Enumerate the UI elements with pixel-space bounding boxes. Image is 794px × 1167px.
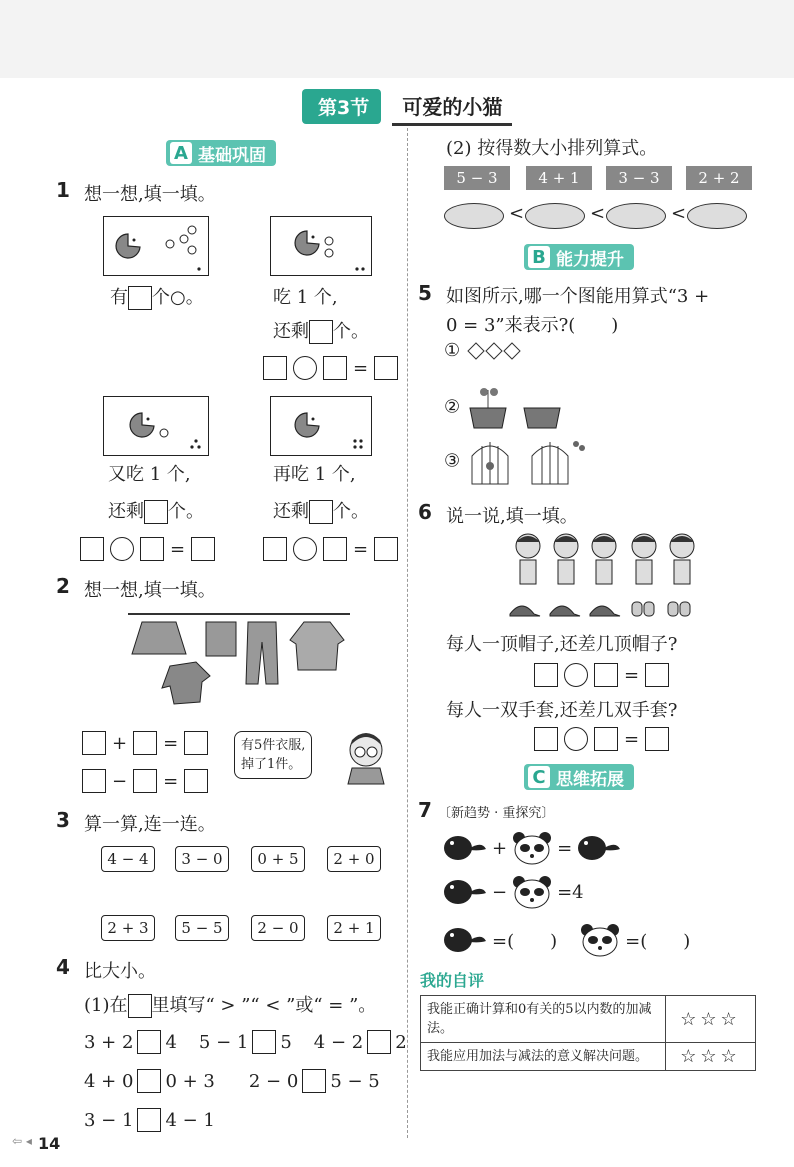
- q1-p4-equation: =: [263, 537, 398, 561]
- children-picture: [510, 530, 700, 592]
- star-rating[interactable]: ☆☆☆: [666, 1043, 756, 1071]
- expr-card[interactable]: 4 − 4: [101, 846, 155, 872]
- q1-p4-line2: 还剩 个。: [273, 501, 369, 522]
- q7-row1: + =: [442, 830, 622, 866]
- section-c-header: C 思维拓展: [524, 764, 634, 790]
- panda-icon: [511, 874, 553, 910]
- q6-gloves-equation: =: [534, 727, 669, 751]
- panda-icon: [511, 830, 553, 866]
- q1-p2-equation: =: [263, 356, 398, 380]
- q3-number: 3: [56, 808, 70, 832]
- q6-hats-equation: =: [534, 663, 669, 687]
- sort-card[interactable]: 2 + 2: [686, 166, 752, 190]
- q7-row2: − =4: [442, 874, 584, 910]
- q5-line2: 0 = 3”来表示?( ): [446, 315, 619, 336]
- q1-p4-line1: 再吃 1 个,: [273, 464, 356, 485]
- q6-gloves-question: 每人一双手套,还差几双手套?: [446, 700, 678, 721]
- q4-number: 4: [56, 955, 70, 979]
- q1-p1-text: 有 个○。: [110, 287, 204, 308]
- star-rating[interactable]: ☆☆☆: [666, 996, 756, 1043]
- q6-hats-question: 每人一顶帽子,还差几顶帽子?: [446, 634, 678, 655]
- q1-p3-line2: 还剩 个。: [108, 501, 204, 522]
- q7-tag: 〔新趋势 · 重探究〕: [438, 806, 555, 821]
- q5-line1: 如图所示,哪一个图能用算式“3 +: [446, 286, 710, 307]
- answer-oval[interactable]: [444, 203, 504, 229]
- q4-sub2: (2) 按得数大小排列算式。: [446, 138, 658, 159]
- self-eval-table: [420, 995, 756, 1071]
- q6-number: 6: [418, 500, 432, 524]
- tadpole-icon: [442, 925, 488, 955]
- kites-icon: [466, 341, 528, 361]
- eval-text: 我能正确计算和0有关的5以内数的加减法。: [421, 996, 666, 1043]
- q2-equation-sub: − =: [82, 769, 208, 793]
- cat-picture-4: [270, 396, 372, 456]
- sort-card[interactable]: 4 + 1: [526, 166, 592, 190]
- q6-title: 说一说,填一填。: [446, 506, 578, 527]
- clothesline-picture: [124, 604, 354, 708]
- expr-card[interactable]: 0 + 5: [251, 846, 305, 872]
- answer-box[interactable]: [128, 286, 152, 310]
- q2-equation-add: + =: [82, 731, 208, 755]
- page-title: [302, 88, 512, 122]
- q5-option3[interactable]: ③: [444, 436, 586, 486]
- hats-gloves-picture: [508, 596, 704, 620]
- page-arrow-icon: ⇦ ◂: [12, 1134, 32, 1148]
- sort-card[interactable]: 5 − 3: [444, 166, 510, 190]
- q1-number: 1: [56, 178, 70, 202]
- q7-row3: =( ) =( ): [442, 922, 690, 958]
- q4-row2: 4 + 0 0 + 3 2 − 0 5 − 5: [84, 1070, 380, 1092]
- expr-card[interactable]: 2 + 3: [101, 915, 155, 941]
- cat-picture-3: [103, 396, 209, 456]
- section-a-header: A 基础巩固: [166, 140, 276, 166]
- boy-icon: [336, 726, 396, 786]
- expr-card[interactable]: 2 + 0: [327, 846, 381, 872]
- q1-p2-line1: 吃 1 个,: [273, 287, 338, 308]
- q5-number: 5: [418, 281, 432, 305]
- section-badge: 第3节: [302, 89, 381, 124]
- speech-bubble: 有5件衣服, 掉了1件。: [234, 731, 312, 779]
- section-title: 可爱的小猫: [392, 88, 512, 126]
- q2-number: 2: [56, 574, 70, 598]
- q5-option1[interactable]: ①: [444, 340, 528, 361]
- answer-box[interactable]: [309, 320, 333, 344]
- table-row: [421, 1043, 756, 1071]
- answer-oval[interactable]: [687, 203, 747, 229]
- expr-card[interactable]: 2 − 0: [251, 915, 305, 941]
- q3-title: 算一算,连一连。: [84, 814, 216, 835]
- column-divider: [407, 128, 408, 1138]
- q4-sub1: (1)在 里填写“ > ”“ < ”或“ = ”。: [84, 995, 377, 1016]
- q4-title: 比大小。: [84, 961, 156, 982]
- answer-oval[interactable]: [606, 203, 666, 229]
- answer-oval[interactable]: [525, 203, 585, 229]
- q4-row1: 3 + 2 4 5 − 1 5 4 − 2 2: [84, 1031, 407, 1053]
- cat-picture-1: [103, 216, 209, 276]
- tadpole-icon: [576, 833, 622, 863]
- q4-row3: 3 − 1 4 − 1: [84, 1109, 215, 1131]
- expr-card[interactable]: 2 + 1: [327, 915, 381, 941]
- panda-icon: [579, 922, 621, 958]
- q1-p3-equation: =: [80, 537, 215, 561]
- answer-box[interactable]: [144, 500, 168, 524]
- birdcages-icon: [466, 436, 586, 486]
- answer-box[interactable]: [309, 500, 333, 524]
- q7-number: 7: [418, 798, 432, 822]
- self-eval-title: 我的自评: [420, 971, 485, 990]
- q1-title: 想一想,填一填。: [84, 184, 216, 205]
- sort-card[interactable]: 3 − 3: [606, 166, 672, 190]
- eval-text: 我能应用加法与减法的意义解决问题。: [421, 1043, 666, 1071]
- table-row: [421, 996, 756, 1043]
- expr-card[interactable]: 3 − 0: [175, 846, 229, 872]
- tadpole-icon: [442, 833, 488, 863]
- q2-title: 想一想,填一填。: [84, 580, 216, 601]
- flower-pots-icon: [466, 384, 566, 430]
- tadpole-icon: [442, 877, 488, 907]
- q1-p2-line2: 还剩 个。: [273, 321, 369, 342]
- q5-option2[interactable]: ②: [444, 384, 566, 430]
- cat-picture-2: [270, 216, 372, 276]
- top-band: [0, 0, 794, 78]
- expr-card[interactable]: 5 − 5: [175, 915, 229, 941]
- page-number: 14: [38, 1134, 61, 1153]
- section-b-header: B 能力提升: [524, 244, 634, 270]
- q1-p3-line1: 又吃 1 个,: [108, 464, 191, 485]
